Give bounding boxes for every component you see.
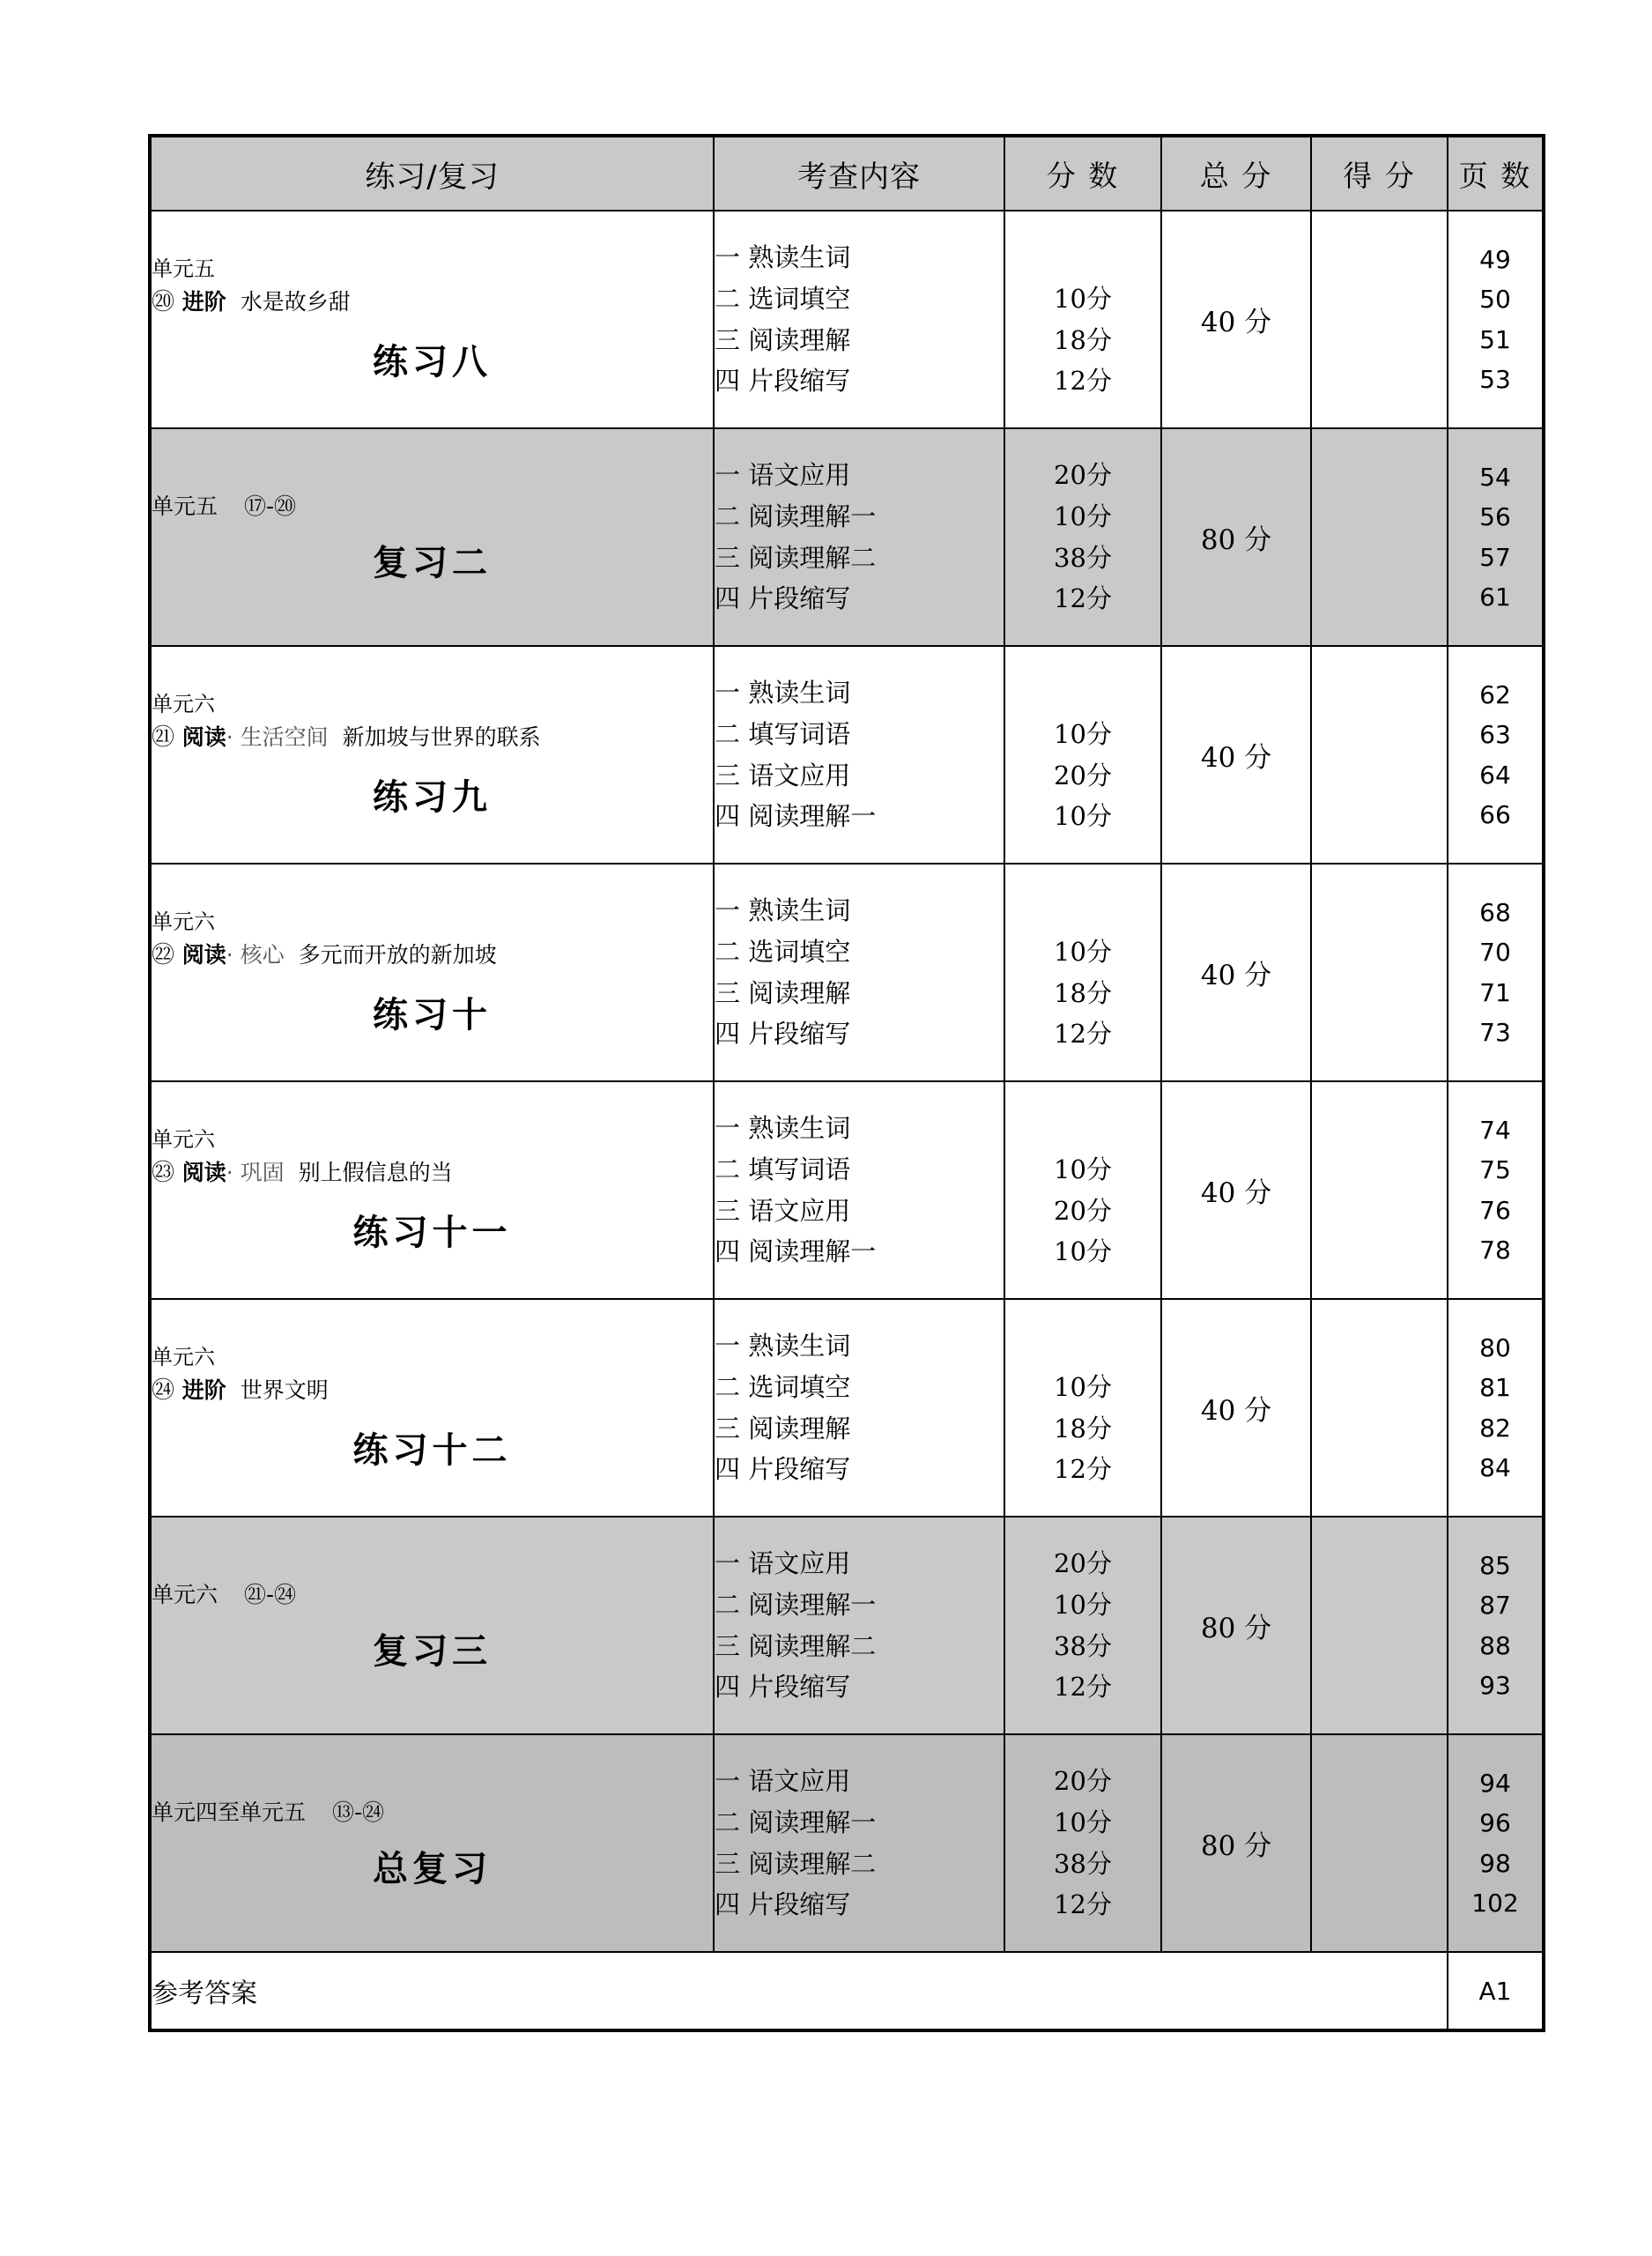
total-score-cell: 80 分 [1161, 1517, 1311, 1734]
table-body [150, 211, 1544, 2030]
content-item: 四 片段缩写 [715, 1889, 851, 1920]
page-number: 63 [1479, 720, 1511, 750]
exercise-title-cell [150, 646, 714, 864]
obtained-score-cell[interactable] [1311, 1734, 1448, 1952]
column-header-obtained: 得 分 [1311, 136, 1448, 211]
obtained-score-cell[interactable] [1311, 1081, 1448, 1299]
content-cell [714, 1299, 1004, 1517]
page-number: 70 [1479, 938, 1511, 968]
content-item: 四 阅读理解一 [715, 1236, 877, 1267]
page-number: 76 [1479, 1195, 1511, 1225]
content-item: 三 阅读理解二 [715, 1630, 877, 1661]
content-item: 二 选词填空 [715, 1371, 851, 1402]
content-item: 二 阅读理解一 [715, 1807, 877, 1837]
obtained-score-cell[interactable] [1311, 864, 1448, 1081]
page-number-cell [1448, 428, 1544, 646]
exercise-title-cell [150, 1081, 714, 1299]
score-item: 10分 [1054, 936, 1112, 967]
score-item: 38分 [1054, 542, 1112, 573]
score-cell [1004, 1517, 1161, 1734]
page-number-cell [1448, 864, 1544, 1081]
score-cell [1004, 1734, 1161, 1952]
page-number: 98 [1479, 1848, 1511, 1878]
content-item: 一 语文应用 [715, 1547, 851, 1578]
content-item: 三 阅读理解 [715, 1413, 851, 1443]
content-cell [714, 1734, 1004, 1952]
score-item: 12分 [1054, 583, 1112, 614]
exercise-big-title: 练习十一 [352, 1212, 512, 1253]
table-row [150, 646, 1544, 864]
content-item: 三 阅读理解二 [715, 1848, 877, 1879]
page-number: 62 [1479, 679, 1511, 709]
page-number: 57 [1479, 542, 1511, 572]
page-number: 54 [1479, 462, 1511, 492]
content-item: 二 选词填空 [715, 283, 851, 314]
total-score-cell: 40 分 [1161, 864, 1311, 1081]
page-number-cell [1448, 1299, 1544, 1517]
page-number: 68 [1479, 897, 1511, 927]
lesson-line [152, 939, 713, 973]
total-score-cell: 80 分 [1161, 428, 1311, 646]
content-item: 四 片段缩写 [715, 1454, 851, 1485]
page-number: 88 [1479, 1630, 1511, 1660]
page-number-cell [1448, 1734, 1544, 1952]
page-number: 87 [1479, 1591, 1511, 1621]
page-number: 56 [1479, 502, 1511, 532]
answers-page-number: A1 [1448, 1952, 1544, 2030]
score-cell [1004, 864, 1161, 1081]
column-header-page: 页 数 [1448, 136, 1544, 211]
page-number: 61 [1479, 582, 1511, 612]
score-item: 12分 [1054, 366, 1112, 397]
table-row [150, 1517, 1544, 1734]
page-number: 84 [1479, 1452, 1511, 1482]
score-item: 10分 [1054, 283, 1112, 314]
page-number: 50 [1479, 285, 1511, 315]
table-header-row [150, 136, 1544, 211]
obtained-score-cell[interactable] [1311, 211, 1448, 428]
column-header-content: 考查内容 [714, 136, 1004, 211]
content-item: 二 阅读理解一 [715, 1589, 877, 1620]
score-item: 10分 [1054, 1807, 1112, 1837]
content-item: 四 片段缩写 [715, 583, 851, 614]
obtained-score-cell[interactable] [1311, 428, 1448, 646]
exercise-title-cell [150, 1299, 714, 1517]
table-row [150, 211, 1544, 428]
score-item: 18分 [1054, 1413, 1112, 1443]
page-number: 93 [1479, 1670, 1511, 1700]
table-row [150, 1081, 1544, 1299]
total-score-cell: 40 分 [1161, 1081, 1311, 1299]
content-cell [714, 1081, 1004, 1299]
answers-label: 参考答案 [150, 1952, 1448, 2030]
score-item: 10分 [1054, 1371, 1112, 1402]
page-number: 51 [1479, 324, 1511, 354]
lesson-line [152, 1156, 713, 1191]
page-number: 74 [1479, 1115, 1511, 1145]
score-item: 18分 [1054, 324, 1112, 355]
unit-label: 单元六 [152, 1127, 215, 1153]
content-item: 二 填写词语 [715, 1154, 851, 1184]
content-item: 一 熟读生词 [715, 677, 851, 708]
lesson-type-tag: 阅读 [174, 1159, 226, 1185]
score-cell [1004, 428, 1161, 646]
score-item: 12分 [1054, 1672, 1112, 1703]
table-row [150, 1299, 1544, 1517]
page-number: 94 [1479, 1768, 1511, 1798]
exercise-big-title: 练习十 [373, 994, 492, 1035]
score-item: 38分 [1054, 1848, 1112, 1879]
obtained-score-cell[interactable] [1311, 1517, 1448, 1734]
content-item: 二 选词填空 [715, 936, 851, 967]
page-number: 102 [1471, 1888, 1519, 1918]
page-number: 82 [1479, 1413, 1511, 1443]
total-score-cell: 80 分 [1161, 1734, 1311, 1952]
lesson-number: ㉒ [152, 941, 175, 968]
unit-name: 单元六 [152, 1582, 219, 1607]
lesson-range: ⑬-㉔ [332, 1800, 385, 1825]
table-row [150, 864, 1544, 1081]
obtained-score-cell[interactable] [1311, 1299, 1448, 1517]
score-item: 12分 [1054, 1019, 1112, 1050]
lesson-name: 新加坡与世界的联系 [342, 724, 541, 750]
page-number: 81 [1479, 1373, 1511, 1403]
lesson-subtype-tag: · 核心 [226, 941, 285, 968]
exercise-title-cell [150, 1517, 714, 1734]
content-item: 四 片段缩写 [715, 366, 851, 397]
score-item: 20分 [1054, 760, 1112, 790]
unit-name: 单元五 [152, 494, 219, 519]
score-item: 20分 [1054, 1195, 1112, 1226]
exercise-big-title: 练习九 [373, 776, 492, 818]
lesson-name: 水是故乡甜 [240, 288, 351, 315]
content-item: 三 语文应用 [715, 1195, 851, 1226]
score-item: 10分 [1054, 1154, 1112, 1184]
content-cell [714, 864, 1004, 1081]
lesson-name: 多元而开放的新加坡 [298, 941, 497, 968]
content-cell [714, 646, 1004, 864]
exercise-title-cell [150, 864, 714, 1081]
content-item: 一 熟读生词 [715, 894, 851, 925]
exercise-title-cell [150, 1734, 714, 1952]
exercise-big-title: 总复习 [373, 1849, 492, 1889]
lesson-subtype-tag: · 生活空间 [226, 724, 329, 750]
lesson-line [152, 1374, 713, 1408]
content-cell [714, 428, 1004, 646]
page-number-cell [1448, 211, 1544, 428]
content-item: 三 阅读理解 [715, 324, 851, 355]
page-number: 71 [1479, 977, 1511, 1007]
lesson-number: ⑳ [152, 288, 175, 315]
unit-label: 单元六 [152, 692, 215, 717]
lesson-range: ㉑-㉔ [244, 1582, 297, 1607]
unit-label: 单元六 [152, 1345, 215, 1370]
unit-label [152, 1577, 713, 1609]
content-item: 四 阅读理解一 [715, 801, 877, 832]
column-header-total: 总 分 [1161, 136, 1311, 211]
answers-row [150, 1952, 1544, 2030]
lesson-type-tag: 阅读 [174, 941, 226, 968]
score-item: 12分 [1054, 1889, 1112, 1920]
content-item: 四 片段缩写 [715, 1019, 851, 1050]
score-item: 20分 [1054, 1547, 1112, 1578]
score-item: 10分 [1054, 718, 1112, 749]
score-item: 10分 [1054, 1589, 1112, 1620]
score-item: 10分 [1054, 501, 1112, 531]
score-item: 38分 [1054, 1630, 1112, 1661]
content-item: 三 阅读理解 [715, 977, 851, 1008]
lesson-number: ㉓ [152, 1159, 175, 1186]
exercise-big-title: 复习二 [373, 543, 492, 583]
exercise-title-cell [150, 428, 714, 646]
unit-name: 单元四至单元五 [152, 1800, 307, 1825]
lesson-type-tag: 进阶 [174, 288, 226, 315]
page-number: 80 [1479, 1332, 1511, 1362]
page-number: 85 [1479, 1550, 1511, 1580]
column-header-score: 分 数 [1004, 136, 1161, 211]
content-cell [714, 211, 1004, 428]
score-item: 12分 [1054, 1454, 1112, 1485]
score-cell [1004, 1081, 1161, 1299]
column-header-exercise: 练习/复习 [150, 136, 714, 211]
page-number: 96 [1479, 1808, 1511, 1838]
exercise-big-title: 练习八 [373, 341, 492, 382]
unit-label [152, 489, 713, 521]
content-item: 一 熟读生词 [715, 1330, 851, 1361]
exercise-big-title: 复习三 [373, 1631, 492, 1672]
lesson-number: ㉔ [152, 1377, 175, 1404]
exercise-title-cell [150, 211, 714, 428]
content-item: 一 语文应用 [715, 1765, 851, 1796]
content-item: 四 片段缩写 [715, 1672, 851, 1703]
unit-label: 单元六 [152, 909, 215, 935]
score-cell [1004, 646, 1161, 864]
page-number: 78 [1479, 1235, 1511, 1265]
lesson-line [152, 721, 713, 755]
page-number-cell [1448, 646, 1544, 864]
lesson-type-tag: 阅读 [174, 724, 226, 750]
page-number-cell [1448, 1517, 1544, 1734]
score-item: 20分 [1054, 459, 1112, 490]
lesson-name: 别上假信息的当 [298, 1159, 453, 1185]
score-cell [1004, 211, 1161, 428]
content-item: 三 语文应用 [715, 760, 851, 790]
lesson-range: ⑰-⑳ [244, 494, 297, 519]
content-cell [714, 1517, 1004, 1734]
page-number: 75 [1479, 1155, 1511, 1185]
lesson-subtype-tag: · 巩固 [226, 1159, 285, 1185]
page-number: 64 [1479, 760, 1511, 790]
unit-label: 单元五 [152, 256, 215, 282]
content-item: 三 阅读理解二 [715, 542, 877, 573]
table-row [150, 428, 1544, 646]
lesson-name: 世界文明 [240, 1377, 329, 1403]
obtained-score-cell[interactable] [1311, 646, 1448, 864]
content-item: 一 语文应用 [715, 459, 851, 490]
content-item: 二 填写词语 [715, 718, 851, 749]
page-number-cell [1448, 1081, 1544, 1299]
exercise-big-title: 练习十二 [352, 1429, 512, 1471]
content-item: 二 阅读理解一 [715, 501, 877, 531]
page-number: 66 [1479, 799, 1511, 829]
content-item: 一 熟读生词 [715, 1112, 851, 1143]
content-item: 一 熟读生词 [715, 241, 851, 272]
total-score-cell: 40 分 [1161, 1299, 1311, 1517]
page-number: 49 [1479, 244, 1511, 274]
page-number: 73 [1479, 1017, 1511, 1047]
score-item: 10分 [1054, 801, 1112, 832]
table-row [150, 1734, 1544, 1952]
score-item: 10分 [1054, 1236, 1112, 1267]
page-number: 53 [1479, 364, 1511, 394]
lesson-type-tag: 进阶 [174, 1377, 226, 1403]
lesson-line [152, 286, 713, 320]
lesson-number: ㉑ [152, 724, 175, 751]
total-score-cell: 40 分 [1161, 211, 1311, 428]
score-item: 18分 [1054, 977, 1112, 1008]
score-cell [1004, 1299, 1161, 1517]
unit-label [152, 1795, 713, 1827]
total-score-cell: 40 分 [1161, 646, 1311, 864]
table-of-contents-table [148, 134, 1545, 2032]
score-item: 20分 [1054, 1765, 1112, 1796]
